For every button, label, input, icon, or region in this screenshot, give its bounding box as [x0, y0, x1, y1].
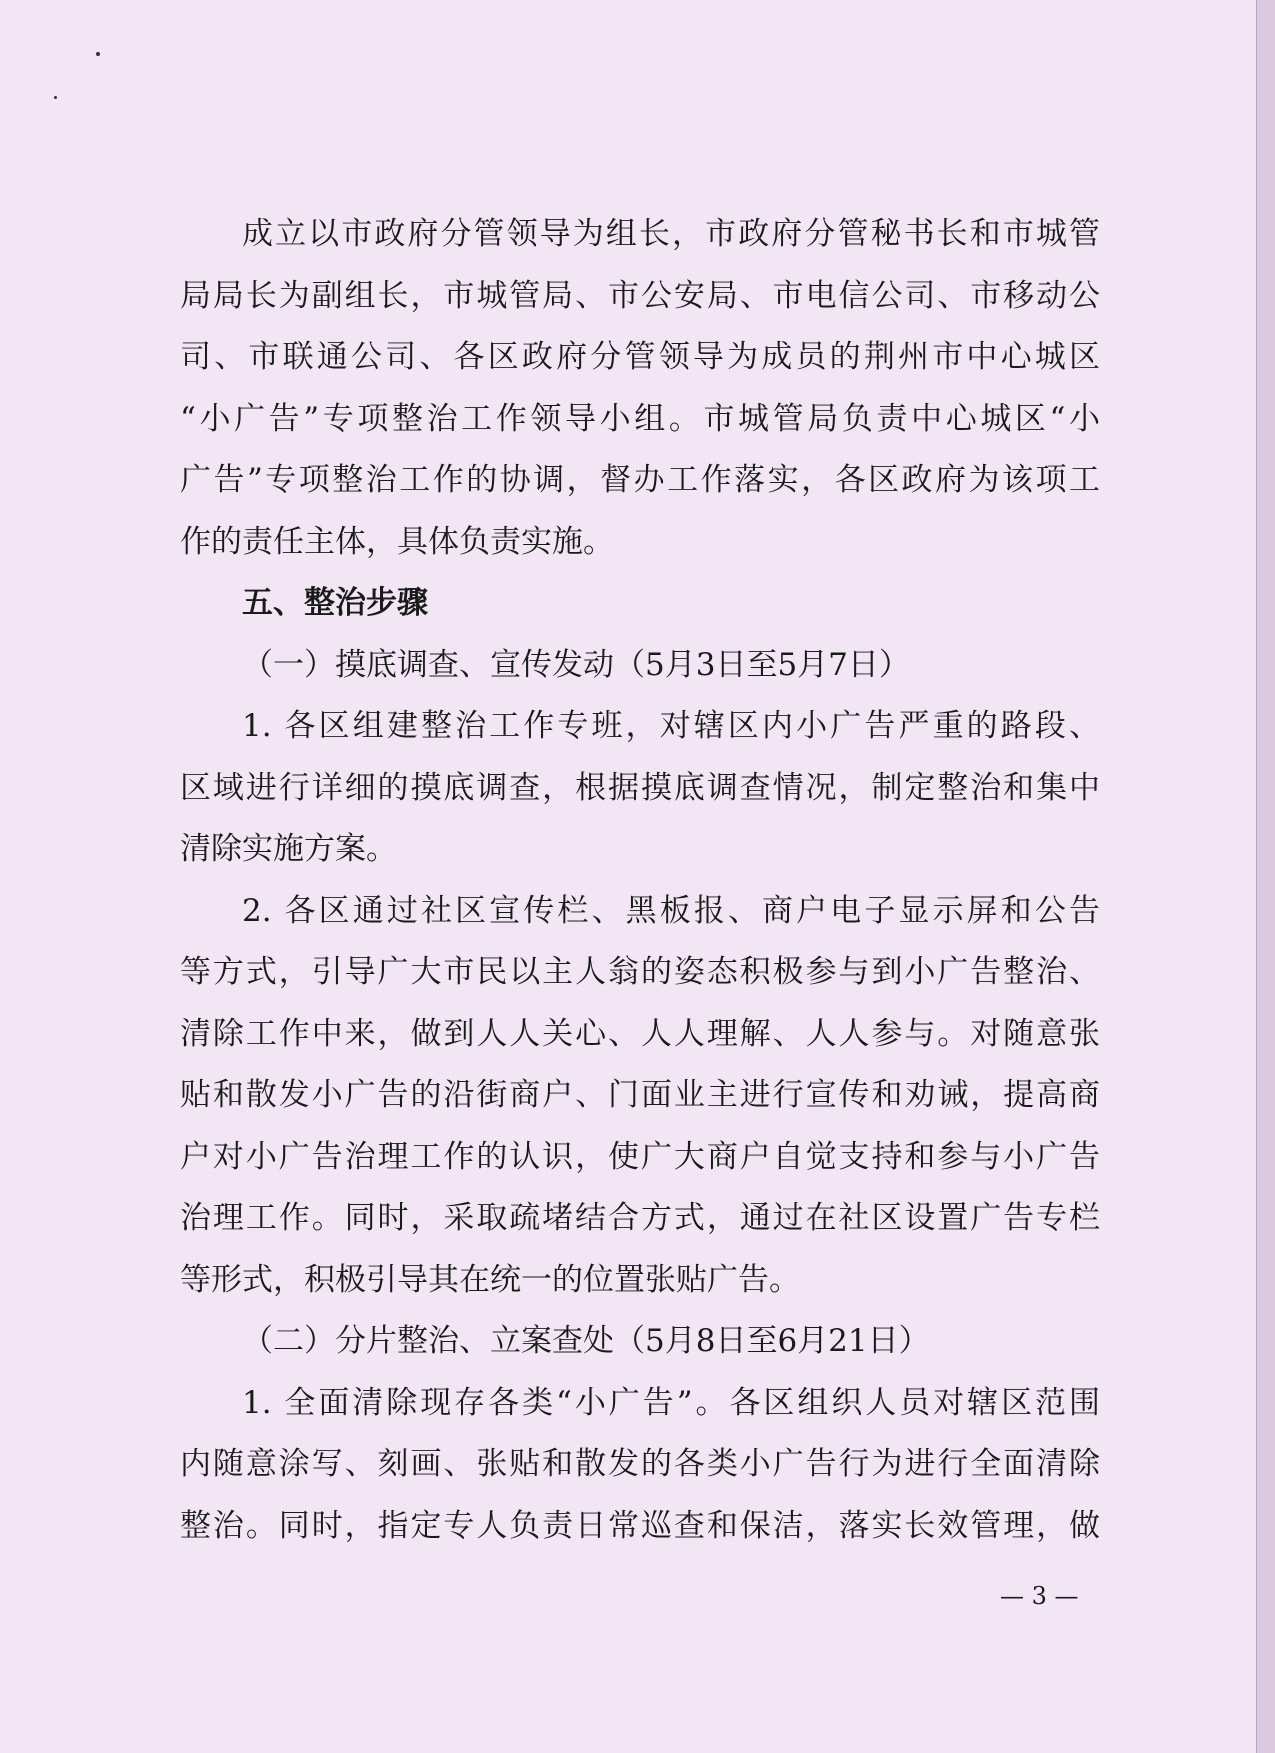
- scan-speck: [54, 96, 57, 99]
- paragraph-line: 清除实施方案。: [180, 831, 397, 867]
- paragraph-line: 1. 全面清除现存各类“小广告”。各区组织人员对辖区范围: [242, 1384, 1100, 1421]
- paragraph-line: 作的责任主体，具体负责实施。: [180, 523, 614, 560]
- paragraph-line: 成立以市政府分管领导为组长，市政府分管秘书长和市城管: [242, 216, 1100, 252]
- paragraph-line: 清除工作中来，做到人人关心、人人理解、人人参与。对随意张: [180, 1015, 1100, 1052]
- paragraph-line: 2. 各区通过社区宣传栏、黑板报、商户电子显示屏和公告: [242, 892, 1100, 929]
- paragraph-line: 区域进行详细的摸底调查，根据摸底调查情况，制定整治和集中: [180, 769, 1100, 806]
- paragraph-line: 贴和散发小广告的沿街商户、门面业主进行宣传和劝诫，提高商: [180, 1077, 1100, 1113]
- paragraph-line: 内随意涂写、刻画、张贴和散发的各类小广告行为进行全面清除: [180, 1446, 1100, 1482]
- paragraph-line: 户对小广告治理工作的认识，使广大商户自觉支持和参与小广告: [180, 1138, 1100, 1175]
- scan-speck: [96, 52, 100, 56]
- page-number: — 3 —: [1000, 1582, 1079, 1610]
- body-text: [180, 204, 1100, 1557]
- paragraph-line: 整治。同时，指定专人负责日常巡查和保洁，落实长效管理，做: [180, 1507, 1100, 1544]
- paragraph-line: 广告”专项整治工作的协调，督办工作落实，各区政府为该项工: [180, 462, 1100, 498]
- paragraph-line: 司、市联通公司、各区政府分管领导为成员的荆州市中心城区: [180, 339, 1100, 375]
- subsection-heading: （一）摸底调查、宣传发动（5月3日至5月7日）: [242, 646, 910, 683]
- page-edge: [1256, 0, 1275, 1753]
- paragraph-line: 1. 各区组建整治工作专班，对辖区内小广告严重的路段、: [242, 708, 1100, 744]
- paragraph-line: “小广告”专项整治工作领导小组。市城管局负责中心城区“小: [180, 400, 1100, 437]
- subsection-heading: （二）分片整治、立案查处（5月8日至6月21日）: [242, 1323, 930, 1359]
- paragraph-line: 等方式，引导广大市民以主人翁的姿态积极参与到小广告整治、: [180, 954, 1100, 990]
- paragraph-line: 局局长为副组长，市城管局、市公安局、市电信公司、市移动公: [180, 277, 1100, 314]
- section-heading: 五、整治步骤: [242, 585, 428, 621]
- paragraph-line: 等形式，积极引导其在统一的位置张贴广告。: [180, 1261, 800, 1298]
- paragraph-line: 治理工作。同时，采取疏堵结合方式，通过在社区设置广告专栏: [180, 1200, 1100, 1236]
